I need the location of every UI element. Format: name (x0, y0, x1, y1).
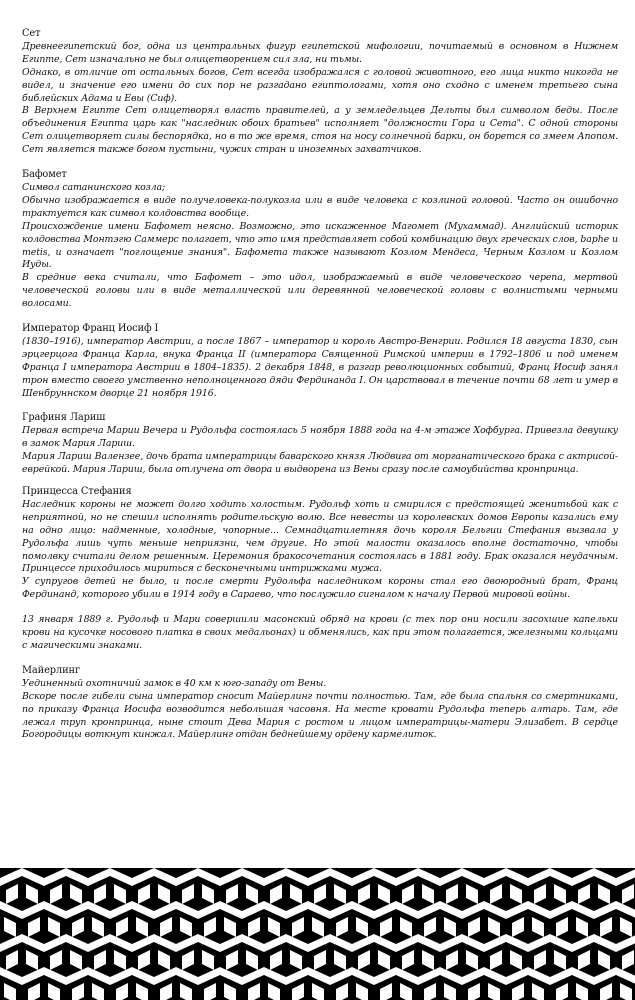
paragraph: (1830–1916), император Австрии, а после 1867 – император и король Австро-Венгрии. Родился 18 августа 1830, сын эрцгерцога Франца Карла, внука Франца II (императора Священной Римской империи в 1792–1806 и под именем Франца I императора Австрии в 1804–1835). 2 декабря 1848, в разгар революционных событий, Франц Иосиф занял трон вместо своего умственно неполноценного дяди Фердинанда I. Он царствовал в течение почти 68 лет и умер в Шенбруннском дворце 21 ноября 1916. (22, 335, 618, 399)
paragraph: У супругов детей не было, и после смерти Рудольфа наследником короны стал его двоюродный брат, Франц Фердинанд, которого убили в 1914 году в Сараево, что послужило сигналом к началу Первой мировой войны. (22, 576, 618, 601)
paragraph: Древнеегипетский бог, одна из центральных фигур египетской мифологии, почитаемый в основном в Нижнем Египте, Сет изначально не был олицетворением сил зла, ни тьмы. (22, 40, 618, 65)
section-title: Принцесса Стефания (22, 486, 132, 497)
section-title: Майерлинг (22, 664, 80, 676)
paragraph: Происхождение имени Бафомет неясно. Возможно, это искаженное Магомет (Мухаммад). Английский историк колдовства Монтэгю Саммерс полагает, что это имя представляет собой комбинацию двух греческих слов, baphe и metis, и означает "поглощение знания". Бафомета также называют Козлом Мендеса, Черным Козлом и Козлом Иуды. (22, 220, 618, 271)
document-body (22, 28, 618, 754)
paragraph: В Верхнем Египте Сет олицетворял власть правителей, а у земледельцев Дельты был символом беды. После объединения Египта царь как "наследник обоих братьев" исполняет "должности Гора и Сета". С одной стороны Сет олицетворяет силы беспорядка, но в то же время, стоя на носу солнечной барки, он борется со змеем Апопом. Сет является также богом пустыни, чужих стран и иноземных захватчиков. (22, 105, 618, 156)
section-title: Бафомет (22, 169, 67, 181)
section-mayerling (22, 665, 618, 742)
section-franz-joseph (22, 323, 618, 400)
section-title: Сет (22, 28, 41, 39)
section-title: Графиня Лариш (22, 412, 106, 424)
paragraph: В средние века считали, что Бафомет – это идол, изображаемый в виде человеческого черепа, мертвой человеческой головы или в виде металлической или деревянной человеческой головы с волнистыми черными волосами. (22, 272, 618, 310)
section-larisch (22, 412, 618, 477)
paragraph: Уединенный охотничий замок в 40 км к юго-западу от Вены. (22, 677, 327, 689)
section-baphomet (22, 169, 618, 311)
paragraph: Обычно изображается в виде получеловека-полукозла или в виде человека с козлиной головой. Часто он ошибочно трактуется как символ колдовства вообще. (22, 194, 618, 219)
decorative-geometric-border (0, 868, 635, 1000)
section-stephanie (22, 486, 618, 602)
section-blood-rite (22, 614, 618, 653)
paragraph: Вскоре после гибели сына император сносит Майерлинг почти полностью. Там, где была спальня со смертниками, по приказу Франца Иосифа возводится небольшая часовня. На месте кровати Рудольфа теперь алтарь. Там, где лежал труп кронпринца, ныне стоит Дева Мария с ростом и лицом императрицы-матери Элизабет. В сердце Богородицы воткнут кинжал. Майерлинг отдан беднейшему ордену кармелиток. (22, 690, 618, 741)
paragraph: Символ сатанинского козла; (22, 181, 166, 193)
section-set (22, 28, 618, 157)
section-title: Император Франц Иосиф I (22, 323, 159, 335)
paragraph: Наследник короны не может долго ходить холостым. Рудольф хоть и смирился с предстоящей женитьбой как с неприятной, но не спешил исполнять родительскую волю. Все невесты из королевских домов Европы казались ему на одно лицо: надменные, холодные, чопорные... Семнадцатилетняя дочь короля Бельгии Стефания вызвала у Рудольфа лишь чуть меньше неприязни, чем другие. Но этой малости оказалось вполне достаточно, чтобы помолвку считали делом решенным. Церемония бракосочетания состоялась в 1881 году. Брак оказался неудачным. Принцессе приходилось мириться с бесконечными интрижками мужа. (22, 498, 618, 575)
paragraph: Однако, в отличие от остальных богов, Сет всегда изображался с головой животного, его лица никто никогда не видел, и значение его имени до сих пор не разгадано египтологами, хотя оно сходно с именем третьего сына библейских Адама и Евы (Сиф). (22, 66, 618, 104)
geometric-pattern (0, 868, 635, 1000)
paragraph: Первая встреча Марии Вечера и Рудольфа состоялась 5 ноября 1888 года на 4-м этаже Хофбурга. Привезла девушку в замок Мария Лариш. (22, 425, 618, 450)
paragraph: 13 января 1889 г. Рудольф и Мари совершили масонский обряд на крови (с тех пор они носили засохшие капельки крови на кусочке носового платка в своих медальонах) и обменялись, как при этом полагается, железными кольцами с магическими знаками. (22, 614, 618, 651)
paragraph: Мария Лариш Валензее, дочь брата императрицы баварского князя Людвига от морганатического брака с актрисой-еврейкой. Мария Лариш, была отлучена от двора и выдворена из Вены сразу после самоубийства кронпринца. (22, 451, 618, 476)
